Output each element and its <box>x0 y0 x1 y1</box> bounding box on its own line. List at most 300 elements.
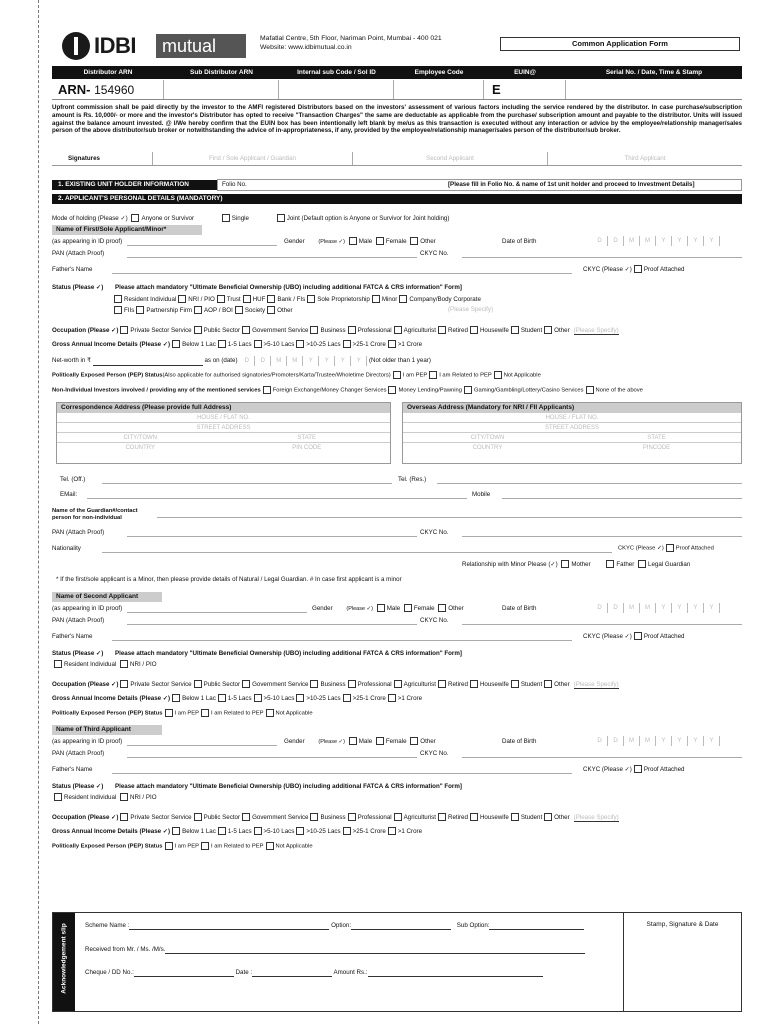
other-label: Other <box>420 238 436 245</box>
scheme-input[interactable] <box>129 929 329 930</box>
income-checkbox[interactable] <box>388 340 396 348</box>
third-nri-checkbox[interactable] <box>120 793 128 801</box>
ckyc-please-label: CKYC (Please ✓) <box>583 633 632 640</box>
mode-single-checkbox[interactable] <box>222 214 230 222</box>
occupation-checkbox[interactable] <box>544 680 552 688</box>
second-pep-row <box>52 709 742 719</box>
third-name-line[interactable] <box>127 745 277 746</box>
ckyc-please-label: CKYC (Please ✓) <box>583 266 632 273</box>
second-income-row <box>52 694 742 703</box>
signature-third-applicant[interactable]: Third Applicant <box>547 152 742 165</box>
first-ckyc-checkbox[interactable] <box>634 265 642 273</box>
mode-anyone-checkbox[interactable] <box>131 214 139 222</box>
third-pan-label: PAN (Attach Proof) <box>52 750 105 757</box>
col-serial-no: Serial No. / Date, Time & Stamp <box>605 69 703 76</box>
pep-checkbox[interactable] <box>266 709 274 717</box>
ack-received-row <box>85 945 615 954</box>
email-line[interactable] <box>87 498 467 499</box>
status-option: Bank / FIs <box>277 296 306 303</box>
income-checkbox[interactable] <box>296 340 304 348</box>
resident-label: Resident Individual <box>64 794 117 801</box>
signature-second-applicant[interactable]: Second Applicant <box>352 152 547 165</box>
sub-distributor-arn-field[interactable] <box>164 80 279 99</box>
third-resident-checkbox[interactable] <box>54 793 62 801</box>
status-option: Partnership Firm <box>146 307 193 314</box>
occupation-label: Occupation (Please ✓) <box>52 814 119 821</box>
status-option: AOP / BOI <box>204 307 233 314</box>
legal-guardian-label: Legal Guardian <box>648 561 691 568</box>
tel-res-label: Tel. (Res.) <box>398 476 427 483</box>
income-option: >10-25 Lacs <box>306 828 341 835</box>
pep-option: I am Related to PEP <box>439 372 492 379</box>
ovs-house-field[interactable]: HOUSE / FLAT NO. <box>403 413 741 423</box>
occupation-checkbox[interactable] <box>120 813 128 821</box>
received-input[interactable] <box>165 953 585 954</box>
guardian-ckyc-please: CKYC (Please ✓) <box>618 545 664 552</box>
third-father-line[interactable] <box>112 773 572 774</box>
status-option: Trust <box>226 296 241 303</box>
nri-label: NRI / PIO <box>130 661 157 668</box>
mode-label: Mode of holding (Please ✓) <box>52 215 128 222</box>
pep-option: Not Applicable <box>503 372 541 379</box>
income-option: >1 Crore <box>397 828 423 835</box>
second-ckyc-proof <box>583 632 770 641</box>
pep-checkbox[interactable] <box>201 842 209 850</box>
status-label: Status (Please ✓) <box>52 650 104 657</box>
occupation-option: Government Service <box>252 327 309 334</box>
ubo-note: Please attach mandatory "Ultimate Beneficial Ownership (UBO) including additional FATCA & CRS information" Form] <box>115 783 462 790</box>
tel-off-line[interactable] <box>102 483 392 484</box>
second-male-checkbox[interactable] <box>377 604 385 612</box>
pep-checkbox[interactable] <box>165 842 173 850</box>
correspondence-address-box[interactable] <box>56 402 391 464</box>
second-name-line[interactable] <box>127 612 307 613</box>
occupation-checkbox[interactable] <box>348 680 356 688</box>
income-option: 1-5 Lacs <box>227 341 252 348</box>
pep-checkbox[interactable] <box>429 371 437 379</box>
father-label: Father <box>616 561 635 568</box>
mode-of-holding-row <box>52 214 742 223</box>
other-label: Other <box>448 605 464 612</box>
status-checkbox[interactable] <box>114 295 122 303</box>
income-checkbox[interactable] <box>172 827 180 835</box>
second-other-checkbox[interactable] <box>438 604 446 612</box>
first-female-checkbox[interactable] <box>376 237 384 245</box>
first-occupation-row <box>52 326 742 335</box>
father-checkbox[interactable] <box>606 560 614 568</box>
suboption-label: Sub Option: <box>456 922 490 929</box>
status-label: Status (Please ✓) <box>52 284 104 291</box>
mode-anyone-label: Anyone or Survivor <box>141 215 195 222</box>
female-label: Female <box>385 238 407 245</box>
third-male-checkbox[interactable] <box>349 737 357 745</box>
nonind-option: None of the above <box>595 387 643 394</box>
cheque-input[interactable] <box>134 976 234 977</box>
nonind-option: Foreign Exchange/Money Changer Services <box>272 387 387 394</box>
income-option: >1 Crore <box>397 341 423 348</box>
option-input[interactable] <box>351 929 451 930</box>
first-applicant-heading: Name of First/Sole Applicant/Minor* <box>52 225 202 235</box>
occupation-option: Other <box>554 814 570 821</box>
nationality-line[interactable] <box>102 552 612 553</box>
employee-code-field[interactable] <box>394 80 484 99</box>
pep-option: I am PEP <box>174 843 199 850</box>
overseas-address-box[interactable] <box>402 402 742 464</box>
cut-line <box>38 0 39 1024</box>
ubo-note: Please attach mandatory "Ultimate Beneficial Ownership (UBO) including additional FATCA & CRS information" Form] <box>115 650 462 657</box>
networth-input[interactable] <box>93 365 203 366</box>
occupation-label: Occupation (Please ✓) <box>52 681 119 688</box>
ack-stamp-box[interactable] <box>623 913 741 1011</box>
corr-pincode-field[interactable]: PIN CODE <box>292 445 322 451</box>
serial-no-field[interactable] <box>566 80 742 99</box>
ovs-state-field[interactable]: STATE <box>647 435 666 441</box>
occupation-checkbox[interactable] <box>511 680 519 688</box>
status-label: Status (Please ✓) <box>52 783 104 790</box>
occupation-option: Business <box>320 327 346 334</box>
relationship-row <box>462 560 770 569</box>
occupation-option: Public Sector <box>203 814 241 821</box>
status-checkbox[interactable] <box>217 295 225 303</box>
guardian-heading: Name of the Guardian#/contact person for non-individual <box>52 508 138 521</box>
occupation-checkbox[interactable] <box>470 680 478 688</box>
guardian-ckyc-proof <box>618 544 770 554</box>
nonind-checkbox[interactable] <box>263 386 271 394</box>
occupation-option: Retired <box>447 327 468 334</box>
relationship-label: Relationship with Minor Please (✓) <box>462 561 558 568</box>
income-checkbox[interactable] <box>296 827 304 835</box>
male-label: Male <box>358 238 373 245</box>
occupation-checkbox[interactable] <box>310 680 318 688</box>
income-checkbox[interactable] <box>218 340 226 348</box>
first-income-row <box>52 340 742 349</box>
second-ckyc-line[interactable] <box>462 624 742 625</box>
nonind-option: Money Lending/Pawning <box>398 387 462 394</box>
pep-checkbox[interactable] <box>165 709 173 717</box>
occupation-option: Agriculturist <box>403 814 436 821</box>
occupation-please-specify: (Please Specify) <box>573 681 619 688</box>
amount-input[interactable] <box>368 976 543 977</box>
occupation-checkbox[interactable] <box>544 813 552 821</box>
idbi-mutual-logo <box>58 28 248 64</box>
third-ckyc-label: CKYC No. <box>420 750 449 757</box>
second-nri-checkbox[interactable] <box>120 660 128 668</box>
status-option: HUF <box>252 296 266 303</box>
third-ckyc-proof <box>583 765 770 774</box>
col-internal-sub-code: Internal sub Code / Sol ID <box>297 69 376 76</box>
pep-option: I am PEP <box>402 372 428 379</box>
occupation-option: Student <box>520 327 543 334</box>
occupation-option: Government Service <box>252 814 309 821</box>
received-label: Received from Mr. / Ms. /M/s. <box>85 946 166 953</box>
email-label: EMail: <box>60 491 78 498</box>
second-ckyc-checkbox[interactable] <box>634 632 642 640</box>
first-name-line[interactable] <box>127 245 277 246</box>
income-checkbox[interactable] <box>388 694 396 702</box>
occupation-checkbox[interactable] <box>511 813 519 821</box>
legal-guardian-checkbox[interactable] <box>638 560 646 568</box>
second-female-checkbox[interactable] <box>404 604 412 612</box>
corr-house-field[interactable]: HOUSE / FLAT NO. <box>57 413 390 423</box>
second-pan-line[interactable] <box>127 624 417 625</box>
status-checkbox[interactable] <box>307 295 315 303</box>
tel-off-label: Tel. (Off.) <box>60 476 86 483</box>
acknowledgement-slip <box>52 912 742 1012</box>
proof-attached-label: Proof Attached <box>643 266 685 273</box>
status-options-1 <box>112 295 770 304</box>
mode-joint-checkbox[interactable] <box>277 214 285 222</box>
second-father-label: Father's Name <box>52 633 93 640</box>
tel-res-line[interactable] <box>437 483 742 484</box>
ack-side-label: Acknowledgement slip <box>60 923 68 994</box>
third-income-row <box>52 827 742 836</box>
income-option: 1-5 Lacs <box>227 828 252 835</box>
ovs-city-field[interactable]: CITY/TOWN <box>470 435 505 441</box>
first-father-line[interactable] <box>112 273 572 274</box>
first-male-checkbox[interactable] <box>349 237 357 245</box>
income-checkbox[interactable] <box>172 694 180 702</box>
distributor-arn-field[interactable] <box>52 80 164 99</box>
third-ckyc-checkbox[interactable] <box>634 765 642 773</box>
status-option: Company/Body Corporate <box>409 296 481 303</box>
occupation-option: Public Sector <box>203 327 241 334</box>
first-dob-input[interactable]: D D M M Y Y Y Y <box>592 236 720 246</box>
guardian-footnote: * If the first/sole applicant is a Minor, then please provide details of Natural / Legal Guardian. # In case first applicant is a minor <box>56 576 402 583</box>
status-checkbox[interactable] <box>267 295 275 303</box>
occupation-checkbox[interactable] <box>194 680 202 688</box>
status-checkbox[interactable] <box>178 295 186 303</box>
occupation-checkbox[interactable] <box>194 813 202 821</box>
guardian-ckyc-checkbox[interactable] <box>666 544 674 552</box>
occupation-checkbox[interactable] <box>194 326 202 334</box>
income-option: >25-1 Crore <box>352 828 386 835</box>
status-checkbox[interactable] <box>267 306 275 314</box>
income-option: >10-25 Lacs <box>306 341 341 348</box>
status-checkbox[interactable] <box>235 306 243 314</box>
third-pan-line[interactable] <box>127 757 417 758</box>
status-option: Other <box>277 307 293 314</box>
not-older-label: (Not older than 1 year) <box>368 357 431 364</box>
ckyc-please-label: CKYC (Please ✓) <box>583 766 632 773</box>
ovs-street-field[interactable]: STREET ADDRESS <box>403 423 741 433</box>
mobile-label: Mobile <box>472 491 491 498</box>
signature-first-applicant[interactable]: First / Sole Applicant / Guardian <box>152 152 352 165</box>
pep-checkbox[interactable] <box>393 371 401 379</box>
networth-date-input[interactable]: D D M M Y Y Y Y <box>239 357 367 364</box>
income-checkbox[interactable] <box>254 694 262 702</box>
first-pan-label: PAN (Attach Proof) <box>52 250 105 257</box>
distributor-values-row <box>52 80 742 100</box>
occupation-option: Private Sector Service <box>130 681 192 688</box>
gender-label: Gender <box>312 605 333 612</box>
signatures-row <box>52 152 742 166</box>
occupation-please-specify: (Please Specify) <box>573 814 619 821</box>
income-option: >1 Crore <box>397 695 423 702</box>
pep-checkbox[interactable] <box>266 842 274 850</box>
second-resident-checkbox[interactable] <box>54 660 62 668</box>
second-occupation-row <box>52 680 742 689</box>
third-pep-row <box>52 842 742 852</box>
correspondence-address-heading: Correspondence Address (Please provide full Address) <box>57 403 390 413</box>
mobile-line[interactable] <box>502 498 742 499</box>
second-status-row <box>52 649 742 658</box>
commission-disclaimer: Upfront commission shall be paid directly by the investor to the AMFI registered Distributors based on the investors' assessment of various factors including the service rendered by the distributor. In case purchase/subscription amount is Rs. 10,000/- or more and the investor's Distributor has opted to receive "Transaction Charges" the same are deductable as applicable from the purchase/ subscription amount and payable to the distributor. Units will issued against the balance amount invested. @ I/We hereby confirm that the EUIN box has been intentionally left blank by me/us as this transaction is executed without any interaction or advice by the employee/relationship manager/sales person of the above distributor/sub broker or notwithstanding the advice of in-appropriateness, if any, provided by the employee/relationship manager/sales person of the distributor/sub broker. <box>52 104 742 135</box>
ack-date-input[interactable] <box>252 976 332 977</box>
income-checkbox[interactable] <box>388 827 396 835</box>
third-as-in-id: (as appearing in ID proof) <box>52 738 123 745</box>
occupation-checkbox[interactable] <box>511 326 519 334</box>
occupation-please-specify: (Please Specify) <box>573 327 619 334</box>
corr-country-field[interactable]: COUNTRY <box>125 445 156 451</box>
nonind-checkbox[interactable] <box>388 386 396 394</box>
occupation-checkbox[interactable] <box>120 680 128 688</box>
occupation-checkbox[interactable] <box>544 326 552 334</box>
ovs-pincode-field[interactable]: PINCODE <box>642 445 671 451</box>
third-status-options <box>52 793 742 802</box>
first-other-checkbox[interactable] <box>410 237 418 245</box>
third-female-checkbox[interactable] <box>376 737 384 745</box>
income-checkbox[interactable] <box>218 827 226 835</box>
income-checkbox[interactable] <box>172 340 180 348</box>
pep-option: I am PEP <box>174 710 199 717</box>
mode-joint-label: Joint (Default option is Anyone or Survivor for Joint holding) <box>286 215 450 222</box>
occupation-option: Other <box>554 681 570 688</box>
first-pan-line[interactable] <box>127 257 417 258</box>
occupation-checkbox[interactable] <box>310 813 318 821</box>
first-ckyc-line[interactable] <box>462 257 742 258</box>
suboption-input[interactable] <box>489 929 584 930</box>
ack-cheque-row <box>85 968 615 977</box>
income-checkbox[interactable] <box>254 827 262 835</box>
income-option: >5-10 Lacs <box>263 695 295 702</box>
ovs-country-field[interactable]: COUNTRY <box>472 445 503 451</box>
occupation-checkbox[interactable] <box>470 813 478 821</box>
occupation-checkbox[interactable] <box>438 680 446 688</box>
occupation-option: Professional <box>357 681 392 688</box>
third-occupation-row <box>52 813 742 822</box>
status-option: NRI / PIO <box>188 296 215 303</box>
amount-label: Amount Rs.: <box>333 969 368 976</box>
second-dob-label: Date of Birth <box>502 605 537 612</box>
occupation-checkbox[interactable] <box>348 326 356 334</box>
occupation-option: Housewife <box>479 681 509 688</box>
status-checkbox[interactable] <box>372 295 380 303</box>
euin-field[interactable]: E <box>484 80 566 99</box>
guardian-proof-label: Proof Attached <box>675 545 714 552</box>
second-as-in-id: (as appearing in ID proof) <box>52 605 123 612</box>
guardian-name-line[interactable] <box>157 517 742 518</box>
occupation-option: Student <box>520 681 543 688</box>
pep-checkbox[interactable] <box>201 709 209 717</box>
occupation-option: Professional <box>357 327 392 334</box>
income-option: >10-25 Lacs <box>306 695 341 702</box>
gender-please: (Please ✓) <box>346 606 373 612</box>
guardian-pan-line[interactable] <box>127 536 417 537</box>
first-ckyc-label: CKYC No. <box>420 250 449 257</box>
occupation-checkbox[interactable] <box>310 326 318 334</box>
gender-please: (Please ✓) <box>318 239 345 245</box>
second-pan-label: PAN (Attach Proof) <box>52 617 105 624</box>
mother-checkbox[interactable] <box>561 560 569 568</box>
proof-attached-label: Proof Attached <box>643 633 685 640</box>
income-checkbox[interactable] <box>218 694 226 702</box>
logo-idbi-text: IDBI <box>94 33 136 58</box>
pep-label: Politically Exposed Person (PEP) Status <box>52 843 163 850</box>
occupation-checkbox[interactable] <box>242 813 250 821</box>
corr-state-field[interactable]: STATE <box>297 435 316 441</box>
corr-street-field[interactable]: STREET ADDRESS <box>57 423 390 433</box>
second-applicant-heading: Name of Second Applicant <box>52 592 162 602</box>
internal-sub-code-field[interactable] <box>279 80 394 99</box>
occupation-option: Private Sector Service <box>130 327 192 334</box>
guardian-ckyc-label: CKYC No. <box>420 529 449 536</box>
corr-city-field[interactable]: CITY/TOWN <box>123 435 158 441</box>
status-checkbox[interactable] <box>243 295 251 303</box>
second-father-line[interactable] <box>112 640 572 641</box>
guardian-ckyc-line[interactable] <box>462 536 742 537</box>
occupation-checkbox[interactable] <box>394 680 402 688</box>
occupation-checkbox[interactable] <box>242 326 250 334</box>
occupation-checkbox[interactable] <box>120 326 128 334</box>
overseas-address-heading: Overseas Address (Mandatory for NRI / FII Applicants) <box>403 403 741 413</box>
status-option: Resident Individual <box>124 296 177 303</box>
second-ckyc-label: CKYC No. <box>420 617 449 624</box>
occupation-option: Business <box>320 814 346 821</box>
status-checkbox[interactable] <box>136 306 144 314</box>
third-ckyc-line[interactable] <box>462 757 742 758</box>
female-label: Female <box>413 605 435 612</box>
occupation-checkbox[interactable] <box>438 813 446 821</box>
third-other-checkbox[interactable] <box>410 737 418 745</box>
status-please-specify: (Please Specify) <box>448 306 494 313</box>
income-option: Below 1 Lac <box>182 695 216 702</box>
arn-number: 154960 <box>94 83 135 97</box>
income-checkbox[interactable] <box>343 340 351 348</box>
third-dob-input[interactable]: D D M M Y Y Y Y <box>592 736 720 746</box>
status-option: Sole Proprietorship <box>317 296 370 303</box>
occupation-checkbox[interactable] <box>438 326 446 334</box>
income-checkbox[interactable] <box>296 694 304 702</box>
nonind-checkbox[interactable] <box>464 386 472 394</box>
occupation-option: Government Service <box>252 681 309 688</box>
pep-label: Politically Exposed Person (PEP) Status <box>52 372 163 379</box>
second-dob-input[interactable]: D D M M Y Y Y Y <box>592 603 720 613</box>
income-checkbox[interactable] <box>254 340 262 348</box>
mother-label: Mother <box>571 561 591 568</box>
income-checkbox[interactable] <box>343 827 351 835</box>
income-option: Below 1 Lac <box>182 341 216 348</box>
first-father-label: Father's Name <box>52 266 93 273</box>
proof-attached-label: Proof Attached <box>643 766 685 773</box>
section-applicant-details: 2. APPLICANT'S PERSONAL DETAILS (MANDATORY) <box>52 194 742 204</box>
income-option: >5-10 Lacs <box>263 341 295 348</box>
status-checkbox[interactable] <box>399 295 407 303</box>
income-option: >25-1 Crore <box>352 341 386 348</box>
status-checkbox[interactable] <box>194 306 202 314</box>
occupation-checkbox[interactable] <box>348 813 356 821</box>
col-employee-code: Employee Code <box>414 69 464 76</box>
occupation-checkbox[interactable] <box>470 326 478 334</box>
nonind-checkbox[interactable] <box>586 386 594 394</box>
income-checkbox[interactable] <box>343 694 351 702</box>
occupation-checkbox[interactable] <box>394 813 402 821</box>
occupation-checkbox[interactable] <box>394 326 402 334</box>
first-networth-row <box>52 356 742 366</box>
occupation-checkbox[interactable] <box>242 680 250 688</box>
status-checkbox[interactable] <box>114 306 122 314</box>
pep-option: Not Applicable <box>275 843 313 850</box>
pep-checkbox[interactable] <box>494 371 502 379</box>
